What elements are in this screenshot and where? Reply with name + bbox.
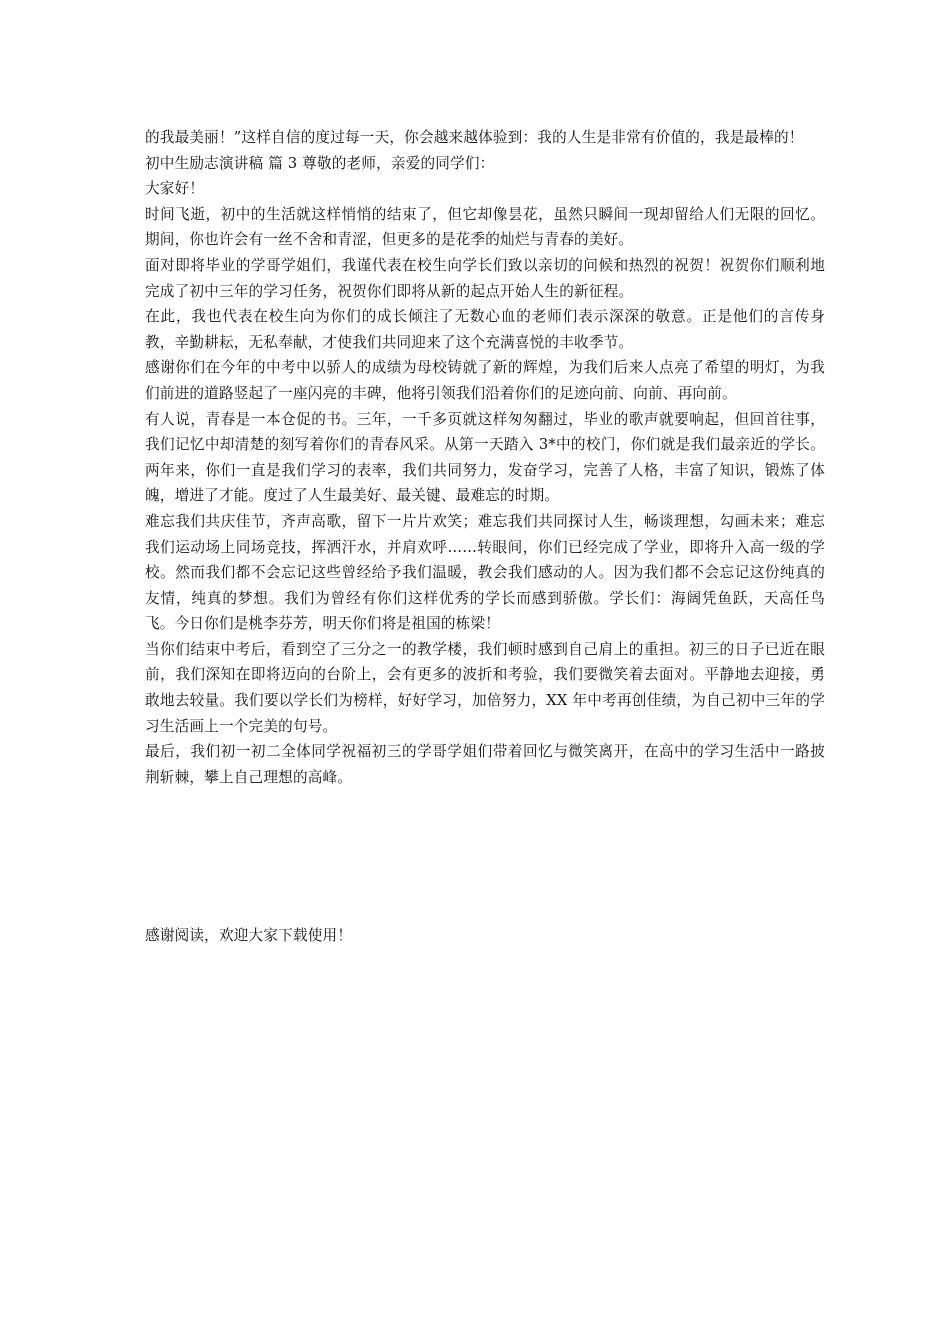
paragraph-greeting: 大家好！ [145, 180, 205, 198]
paragraph: 当你们结束中考后，看到空了三分之一的教学楼，我们顿时感到自己肩上的重担。初三的日子已近在眼前，我们深知在即将迈向的台阶上，会有更多的波折和考验，我们要微笑着去面对。平静地去迎接，勇敢地去较量。我们要以学长们为榜样，好好学习，加倍努力，XX 年中考再创佳绩，为自己初中三年的学习生活画上一个完美的句号。 [145, 640, 825, 735]
paragraph: 感谢你们在今年的中考中以骄人的成绩为母校铸就了新的辉煌，为我们后来人点亮了希望的明灯，为我们前进的道路竖起了一座闪亮的丰碑，他将引领我们沿着你们的足迹向前、向前、再向前。 [145, 359, 825, 402]
paragraph: 在此，我也代表在校生向为你们的成长倾注了无数心血的老师们表示深深的敬意。正是他们的言传身教，辛勤耕耘，无私奉献，才使我们共同迎来了这个充满喜悦的丰收季节。 [145, 308, 825, 351]
paragraph: 有人说，青春是一本仓促的书。三年，一千多页就这样匆匆翻过，毕业的歌声就要响起，但回首往事，我们记忆中却清楚的刻写着你们的青春风采。从第一天踏入 3*中的校门，你们就是我们最亲近的学长。两年来，你们一直是我们学习的表率，我们共同努力，发奋学习，完善了人格，丰富了知识，锻炼了体魄，增进了才能。度过了人生最美好、最关键、最难忘的时期。 [145, 410, 825, 505]
paragraph: 时间飞逝，初中的生活就这样悄悄的结束了，但它却像昙花，虽然只瞬间一现却留给人们无限的回忆。期间，你也许会有一丝不舍和青涩，但更多的是花季的灿烂与青春的美好。 [145, 205, 825, 249]
paragraph: 的我最美丽！”这样自信的度过每一天，你会越来越体验到：我的人生是非常有价值的，我是最棒的！ [145, 129, 804, 146]
paragraph-heading: 初中生励志演讲稿 篇 3 尊敬的老师，亲爱的同学们： [145, 154, 495, 172]
document-body [145, 125, 825, 790]
closing-text: 感谢阅读，欢迎大家下载使用！ [145, 927, 353, 944]
closing-note [145, 923, 825, 949]
paragraph: 难忘我们共庆佳节，齐声高歌，留下一片片欢笑；难忘我们共同探讨人生，畅谈理想，勾画未来；难忘我们运动场上同场竞技，挥洒汗水，并肩欢呼……转眼间，你们已经完成了学业，即将升入高一级的学校。然而我们都不会忘记这些曾经给予我们温暖，教会我们感动的人。因为我们都不会忘记这份纯真的友情，纯真的梦想。我们为曾经有你们这样优秀的学长而感到骄傲。学长们：海阔凭鱼跃，天高任鸟飞。今日你们是桃李芬芳，明天你们将是祖国的栋梁！ [145, 512, 825, 633]
paragraph: 面对即将毕业的学哥学姐们，我谨代表在校生向学长们致以亲切的问候和热烈的祝贺！祝贺你们顺利地完成了初中三年的学习任务，祝贺你们即将从新的起点开始人生的新征程。 [145, 256, 825, 300]
paragraph: 最后，我们初一初二全体同学祝福初三的学哥学姐们带着回忆与微笑离开，在高中的学习生活中一路披荆斩棘，攀上自己理想的高峰。 [145, 743, 825, 786]
